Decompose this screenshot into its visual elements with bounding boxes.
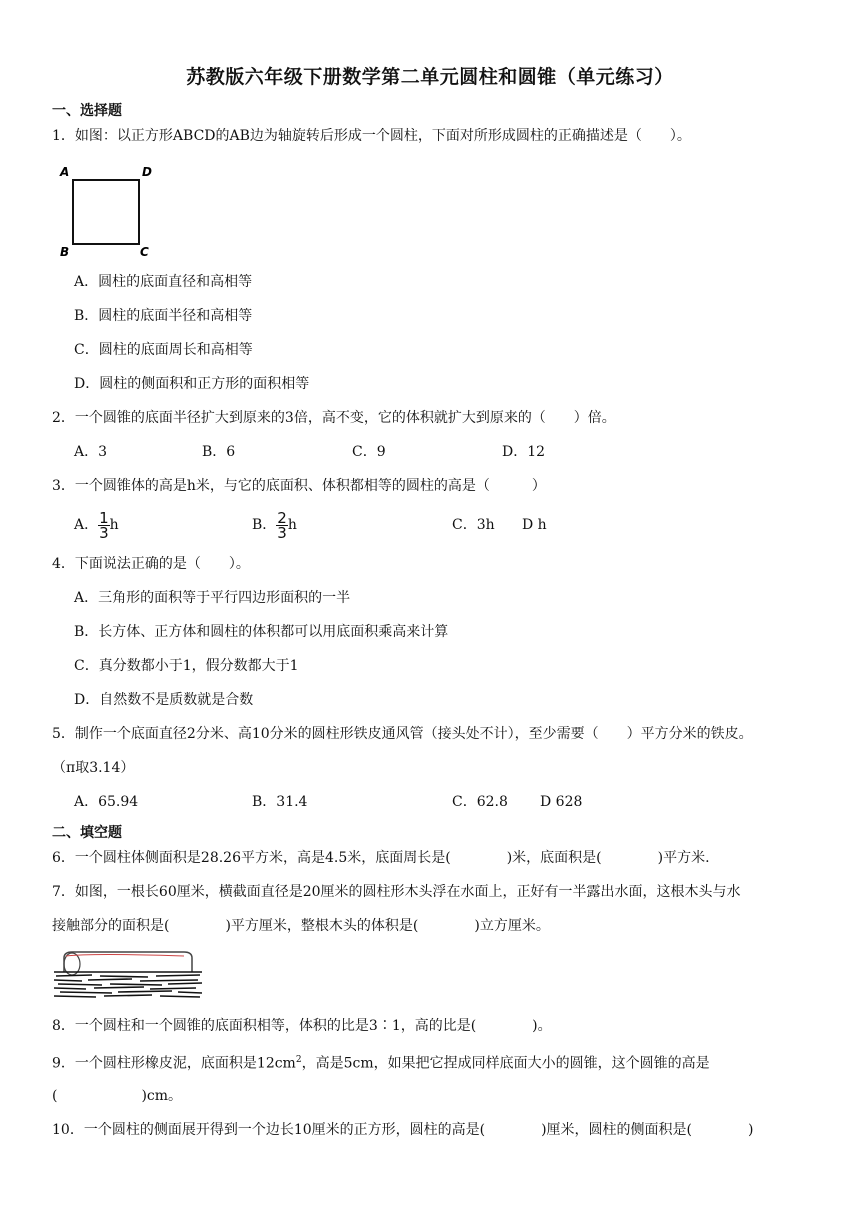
label-d: D: [142, 165, 152, 179]
question-3-option-c: C．3h: [452, 517, 495, 533]
question-2-option-b: B．6: [202, 444, 236, 460]
square-abcd-figure: [58, 162, 158, 262]
question-9-text-line2: ( )cm。: [52, 1088, 183, 1104]
question-10-text: 10．一个圆柱的侧面展开得到一个边长10厘米的正方形，圆柱的高是( )厘米，圆柱的侧面积是( ): [52, 1122, 754, 1138]
question-2-option-a: A．3: [74, 444, 108, 460]
question-7-text: 7．如图，一根长60厘米，横截面直径是20厘米的圆柱形木头浮在水面上，正好有一半露出水面，这根木头与水: [52, 884, 741, 900]
question-4-option-c: C．真分数都小于1，假分数都大于1: [74, 658, 299, 674]
option-a-prefix: A．: [74, 517, 99, 533]
question-3-option-b: [252, 508, 297, 542]
option-a-suffix: h: [109, 517, 119, 533]
question-5-option-d: D 628: [540, 794, 583, 810]
question-1-option-c: C．圆柱的底面周长和高相等: [74, 342, 253, 358]
square-shape: [73, 180, 139, 244]
question-6-text: 6．一个圆柱体侧面积是28.26平方米，高是4.5米，底面周长是( )米，底面积是( )平方米.: [52, 850, 710, 866]
question-1-text: 1．如图：以正方形ABCD的AB边为轴旋转后形成一个圆柱，下面对所形成圆柱的正确描述是（ ）。: [52, 128, 691, 144]
question-3-option-d: D h: [522, 517, 547, 533]
label-a: A: [60, 165, 70, 179]
fraction-two-thirds: $\frac{2}{3}$: [277, 508, 287, 542]
question-4-option-d: D．自然数不是质数就是合数: [74, 692, 254, 708]
option-b-prefix: B．: [252, 517, 277, 533]
question-2-option-c: C．9: [352, 444, 386, 460]
section-heading-choice: 一、选择题: [52, 103, 122, 119]
question-5-text-line2: （π取3.14）: [52, 760, 135, 776]
question-1-option-b: B．圆柱的底面半径和高相等: [74, 308, 253, 324]
question-1-option-d: D．圆柱的侧面积和正方形的面积相等: [74, 376, 310, 392]
page-title: 苏教版六年级下册数学第二单元圆柱和圆锥（单元练习）: [186, 66, 674, 88]
question-3-option-a: [74, 508, 119, 542]
question-8-text: 8．一个圆柱和一个圆锥的底面积相等，体积的比是3∶1，高的比是( )。: [52, 1018, 552, 1034]
question-4-option-b: B．长方体、正方体和圆柱的体积都可以用底面积乘高来计算: [74, 624, 449, 640]
label-c: C: [140, 245, 149, 259]
section-heading-fill: 二、填空题: [52, 825, 122, 841]
question-3-text: 3．一个圆锥体的高是h米，与它的底面积、体积都相等的圆柱的高是（ ）: [52, 478, 546, 494]
question-5-text: 5．制作一个底面直径2分米、高10分米的圆柱形铁皮通风管（接头处不计），至少需要（ ）平方分米的铁皮。: [52, 726, 753, 742]
question-4-text: 4．下面说法正确的是（ ）。: [52, 556, 250, 572]
question-2-text: 2．一个圆锥的底面半径扩大到原来的3倍，高不变，它的体积就扩大到原来的（ ）倍。: [52, 410, 616, 426]
water-waves: [54, 972, 202, 997]
option-b-suffix: h: [287, 517, 297, 533]
question-2-option-d: D．12: [502, 444, 546, 460]
fraction-one-third: $\frac{1}{3}$: [99, 508, 109, 542]
question-7-text-line2: 接触部分的面积是( )平方厘米，整根木头的体积是( )立方厘米。: [52, 918, 550, 934]
question-9-text: 9．一个圆柱形橡皮泥，底面积是$12cm^2$，高是5cm，如果把它捏成同样底面大小的圆锥，这个圆锥的高是: [52, 1055, 710, 1072]
question-1-option-a: A．圆柱的底面直径和高相等: [74, 274, 253, 290]
label-b: B: [60, 245, 70, 259]
log-highlight: [66, 955, 184, 957]
floating-log-figure: [52, 950, 202, 1002]
question-5-option-a: A．65.94: [74, 794, 139, 810]
question-5-option-b: B．31.4: [252, 794, 308, 810]
question-4-option-a: A．三角形的面积等于平行四边形面积的一半: [74, 590, 351, 606]
question-5-option-c: C．62.8: [452, 794, 508, 810]
